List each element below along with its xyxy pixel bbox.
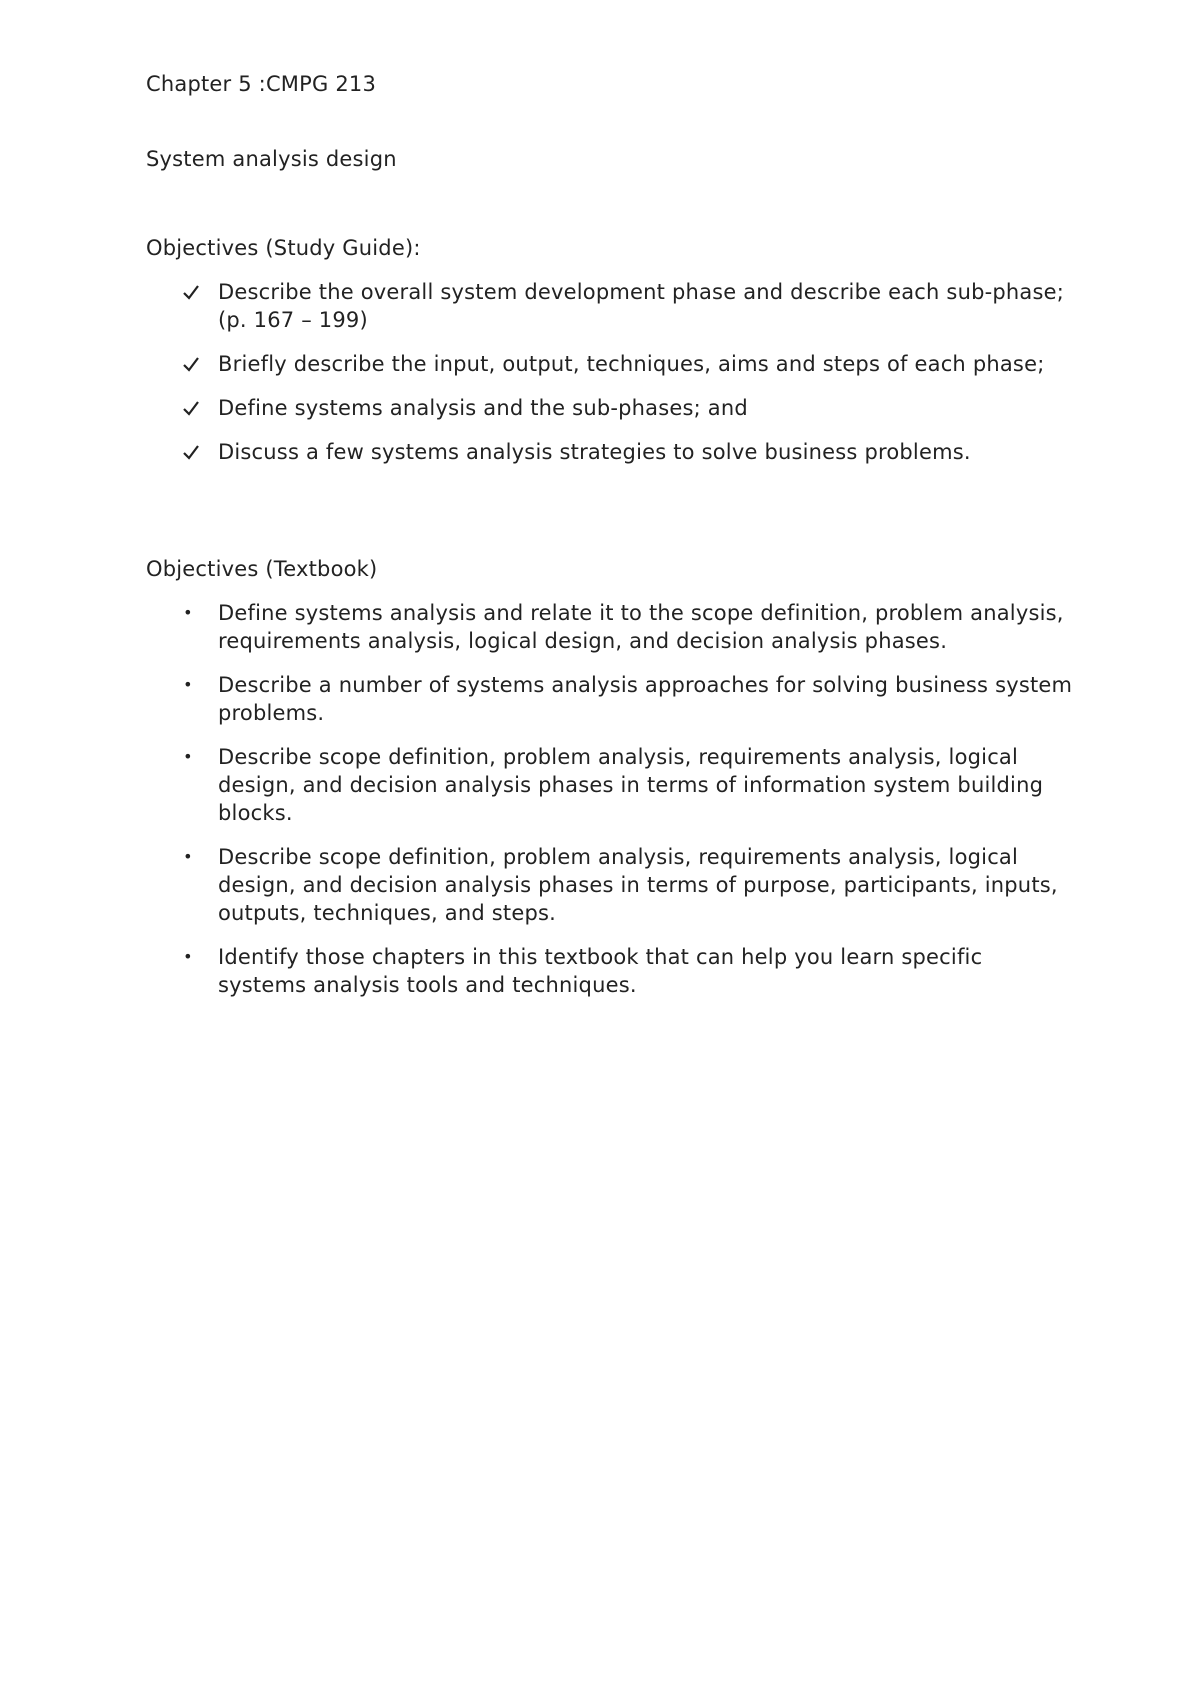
bullet-icon: • — [183, 603, 193, 622]
list-item-text: Describe scope definition, problem analysis, requirements analysis, logical design, and decision analysis phases in terms of purpose, participants, inputs, outputs, techniques, and steps. — [218, 845, 1058, 925]
chapter-title: Chapter 5 :CMPG 213 — [146, 72, 377, 96]
checkmark-icon — [182, 350, 202, 372]
list-item-text: Describe the overall system development phase and describe each sub-phase; (p. 167 – 199) — [218, 280, 1065, 332]
textbook-heading: Objectives (Textbook) — [146, 557, 378, 581]
bullet-icon: • — [183, 675, 193, 694]
list-item — [146, 599, 1076, 655]
bullet-icon: • — [183, 847, 193, 866]
study-guide-objectives-list — [146, 278, 1076, 482]
list-item — [146, 843, 1076, 927]
list-item-text: Briefly describe the input, output, techniques, aims and steps of each phase; — [218, 352, 1045, 376]
list-item — [146, 438, 1076, 466]
list-item-text: Describe scope definition, problem analysis, requirements analysis, logical design, and decision analysis phases in terms of information system building blocks. — [218, 745, 1044, 825]
list-item — [146, 743, 1076, 827]
checkmark-icon — [182, 394, 202, 416]
list-item-text: Discuss a few systems analysis strategies to solve business problems. — [218, 440, 971, 464]
list-item-text: Describe a number of systems analysis approaches for solving business system problems. — [218, 673, 1073, 725]
bullet-icon: • — [183, 947, 193, 966]
checkmark-icon — [182, 278, 202, 300]
textbook-objectives-list — [146, 599, 1076, 1015]
list-item-text: Identify those chapters in this textbook that can help you learn specific systems analysis tools and techniques. — [218, 945, 983, 997]
list-item — [146, 350, 1076, 378]
list-item-text: Define systems analysis and relate it to the scope definition, problem analysis, requirements analysis, logical design, and decision analysis phases. — [218, 601, 1064, 653]
list-item — [146, 671, 1076, 727]
list-item — [146, 394, 1076, 422]
bullet-icon: • — [183, 747, 193, 766]
list-item — [146, 278, 1076, 334]
list-item — [146, 943, 1076, 999]
course-subtitle: System analysis design — [146, 147, 397, 171]
list-item-text: Define systems analysis and the sub-phases; and — [218, 396, 748, 420]
study-guide-heading: Objectives (Study Guide): — [146, 236, 421, 260]
checkmark-icon — [182, 438, 202, 460]
